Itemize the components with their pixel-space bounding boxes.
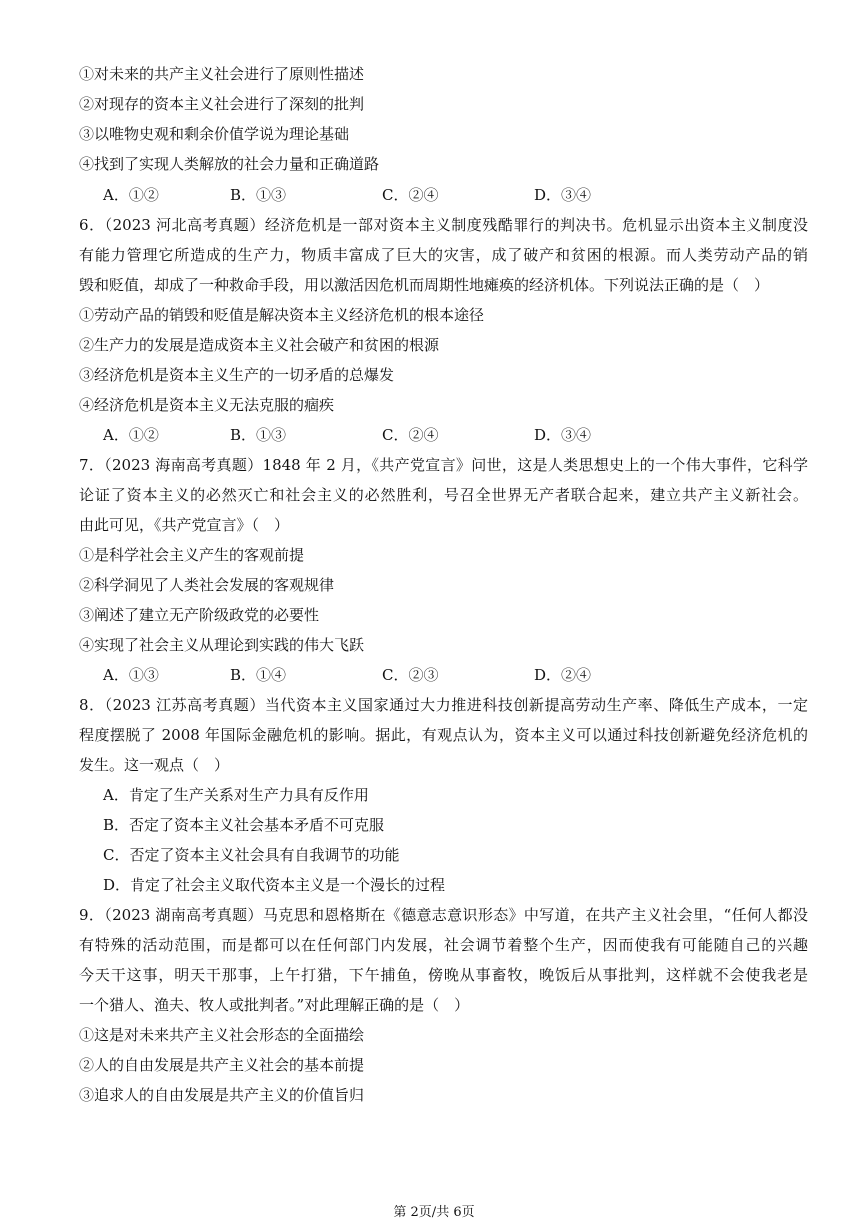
q7-option-b: B．①④ [230,666,287,684]
q6-option-c: C．②④ [382,426,439,444]
q8-choice-b: B．否定了资本主义社会基本矛盾不可克服 [103,816,385,834]
q6-option-a: A．①② [103,426,159,444]
q7-item-3: ③阐述了建立无产阶级政党的必要性 [79,606,320,624]
q6-stem-line-2: 有能力管理它所造成的生产力，物质丰富成了巨大的灾害，成了破产和贫困的根源。而人类劳动产品的销 [79,246,808,264]
q9-stem-line-3: 今天干这事，明天干那事，上午打猎，下午捕鱼，傍晚从事畜牧，晚饭后从事批判，这样就不会使我老是 [79,966,808,984]
q9-stem-line-4: 一个猎人、渔夫、牧人或批判者。”对此理解正确的是（ ） [79,996,470,1014]
q9-item-3: ③追求人的自由发展是共产主义的价值旨归 [79,1086,365,1104]
q7-item-2: ②科学洞见了人类社会发展的客观规律 [79,576,335,594]
q5-option-b: B．①③ [230,186,287,204]
q8-choice-a: A．肯定了生产关系对生产力具有反作用 [103,786,369,804]
q5-item-3: ③以唯物史观和剩余价值学说为理论基础 [79,125,350,143]
q7-option-d: D．②④ [534,666,592,684]
q6-stem-line-3: 毁和贬值，却成了一种救命手段，用以激活因危机而周期性地瘫痪的经济机体。下列说法正确的是（ ） [79,276,770,294]
q5-option-a: A．①② [103,186,159,204]
q6-option-d: D．③④ [534,426,592,444]
q7-option-c: C．②③ [382,666,439,684]
q5-option-c: C．②④ [382,186,439,204]
q5-item-2: ②对现存的资本主义社会进行了深刻的批判 [79,95,365,113]
q5-item-4: ④找到了实现人类解放的社会力量和正确道路 [79,155,380,173]
q7-stem-line-1: 7．（2023 海南高考真题）1848 年 2 月，《共产党宣言》问世，这是人类思想史上的一个伟大事件，它科学 [79,456,808,474]
q9-stem-line-1: 9．（2023 湖南高考真题）马克思和恩格斯在《德意志意识形态》中写道，在共产主义社会里，“任何人都没 [79,906,808,924]
q8-choice-d: D．肯定了社会主义取代资本主义是一个漫长的过程 [103,876,446,894]
q9-stem-line-2: 有特殊的活动范围，而是都可以在任何部门内发展，社会调节着整个生产，因而使我有可能随自己的兴趣 [79,936,808,954]
q8-stem-line-3: 发生。这一观点（ ） [79,756,230,774]
page-number-footer: 第 2页/共 6页 [393,1205,475,1220]
q6-item-4: ④经济危机是资本主义无法克服的痼疾 [79,396,335,414]
q7-stem-line-3: 由此可见，《共产党宣言》（ ） [79,516,290,534]
q6-item-3: ③经济危机是资本主义生产的一切矛盾的总爆发 [79,366,395,384]
q6-item-2: ②生产力的发展是造成资本主义社会破产和贫困的根源 [79,336,440,354]
q6-stem-line-1: 6．（2023 河北高考真题）经济危机是一部对资本主义制度残酷罪行的判决书。危机显示出资本主义制度没 [79,216,808,234]
q7-option-a: A．①③ [103,666,159,684]
q7-item-1: ①是科学社会主义产生的客观前提 [79,546,305,564]
q7-item-4: ④实现了社会主义从理论到实践的伟大飞跃 [79,636,365,654]
q8-stem-line-1: 8．（2023 江苏高考真题）当代资本主义国家通过大力推进科技创新提高劳动生产率、降低生产成本，一定 [79,696,808,714]
q9-item-2: ②人的自由发展是共产主义社会的基本前提 [79,1056,365,1074]
q6-option-b: B．①③ [230,426,287,444]
q8-stem-line-2: 程度摆脱了 2008 年国际金融危机的影响。据此，有观点认为，资本主义可以通过科技创新避免经济危机的 [79,726,808,744]
q5-option-d: D．③④ [534,186,592,204]
q6-item-1: ①劳动产品的销毁和贬值是解决资本主义经济危机的根本途径 [79,306,485,324]
q8-choice-c: C．否定了资本主义社会具有自我调节的功能 [103,846,400,864]
q9-item-1: ①这是对未来共产主义社会形态的全面描绘 [79,1026,365,1044]
q7-stem-line-2: 论证了资本主义的必然灭亡和社会主义的必然胜利，号召全世界无产者联合起来，建立共产主义新社会。 [79,486,808,504]
q5-item-1: ①对未来的共产主义社会进行了原则性描述 [79,65,365,83]
